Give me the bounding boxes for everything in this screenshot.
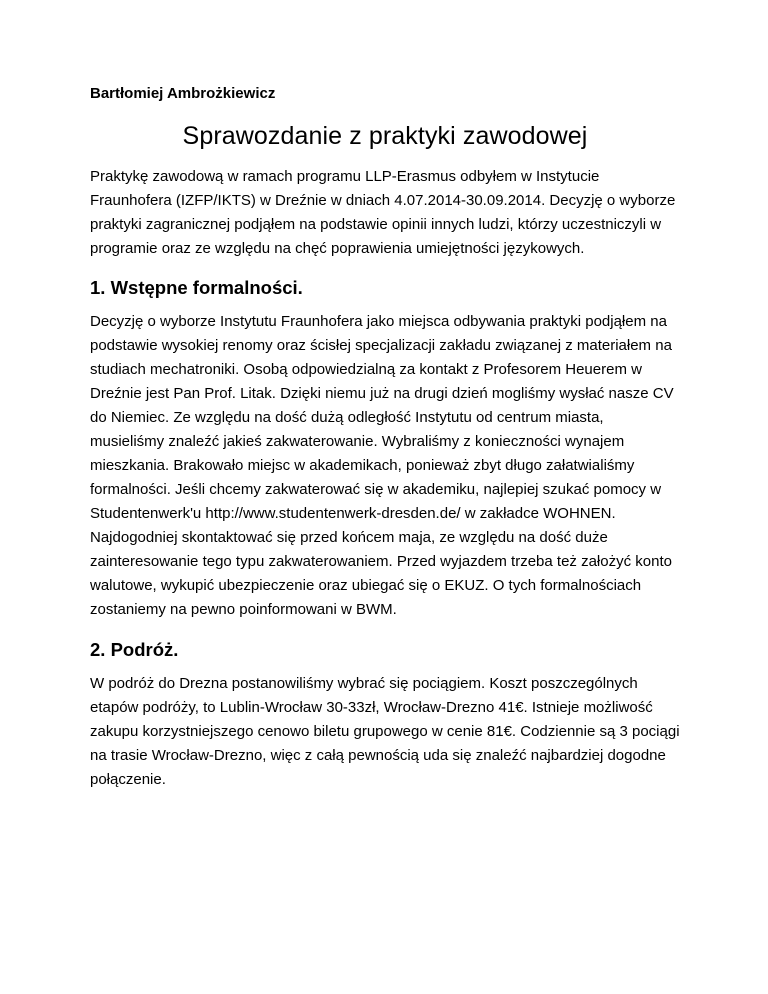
section-paragraph-travel: W podróż do Drezna postanowiliśmy wybrać się pociągiem. Koszt poszczególnych etapów podróży, to Lublin-Wrocław 30-33zł, Wrocław-Drezno 41€. Istnieje możliwość zakupu korzystniejszego cenowo biletu grupowego w cenie 81€. Codziennie są 3 pociągi na trasie Wrocław-Drezno, więc z całą pewnością uda się znaleźć najbardziej dogodne połączenie. xyxy=(90,675,680,788)
intro-paragraph: Praktykę zawodową w ramach programu LLP-Erasmus odbyłem w Instytucie Fraunhofera (IZFP/IKTS) w Dreźnie w dniach 4.07.2014-30.09.2014. Decyzję o wyborze praktyki zagranicznej podjąłem na podstawie opinii innych ludzi, którzy uczestniczyli w programie oraz ze względu na chęć poprawienia umiejętności językowych. xyxy=(90,168,676,257)
section-heading-formalities: 1. Wstępne formalności. xyxy=(90,277,303,298)
document-body xyxy=(90,84,680,792)
section-paragraph-formalities: Decyzję o wyborze Instytutu Fraunhofera jako miejsca odbywania praktyki podjąłem na podstawie wysokiej renomy oraz ścisłej specjalizacji zakładu związanej z materiałem na studiach mechatroniki. Osobą odpowiedzialną za kontakt z Profesorem Heuerem w Dreźnie jest Pan Prof. Litak. Dzięki niemu już na drugi dzień mogliśmy wysłać nasze CV do Niemiec. Ze względu na dość dużą odległość Instytutu od centrum miasta, musieliśmy znaleźć jakieś zakwaterowanie. Wybraliśmy z konieczności wynajem mieszkania. Brakowało miejsc w akademikach, ponieważ zbyt długo załatwialiśmy formalności. Jeśli chcemy zakwaterować się w akademiku, najlepiej szukać pomocy w Studentenwerk'u http://www.studentenwerk-dresden.de/ w zakładce WOHNEN. Najdogodniej skontaktować się przed końcem maja, ze względu na dość duże zainteresowanie tego typu zakwaterowaniem. Przed wyjazdem trzeba też założyć konto walutowe, wykupić ubezpieczenie oraz ubiegać się o EKUZ. O tych formalnościach zostaniemy na pewno poinformowani w BWM. xyxy=(90,313,674,618)
document-title: Sprawozdanie z praktyki zawodowej xyxy=(182,122,588,150)
author-name: Bartłomiej Ambrożkiewicz xyxy=(90,85,276,102)
section-heading-travel: 2. Podróż. xyxy=(90,639,179,660)
